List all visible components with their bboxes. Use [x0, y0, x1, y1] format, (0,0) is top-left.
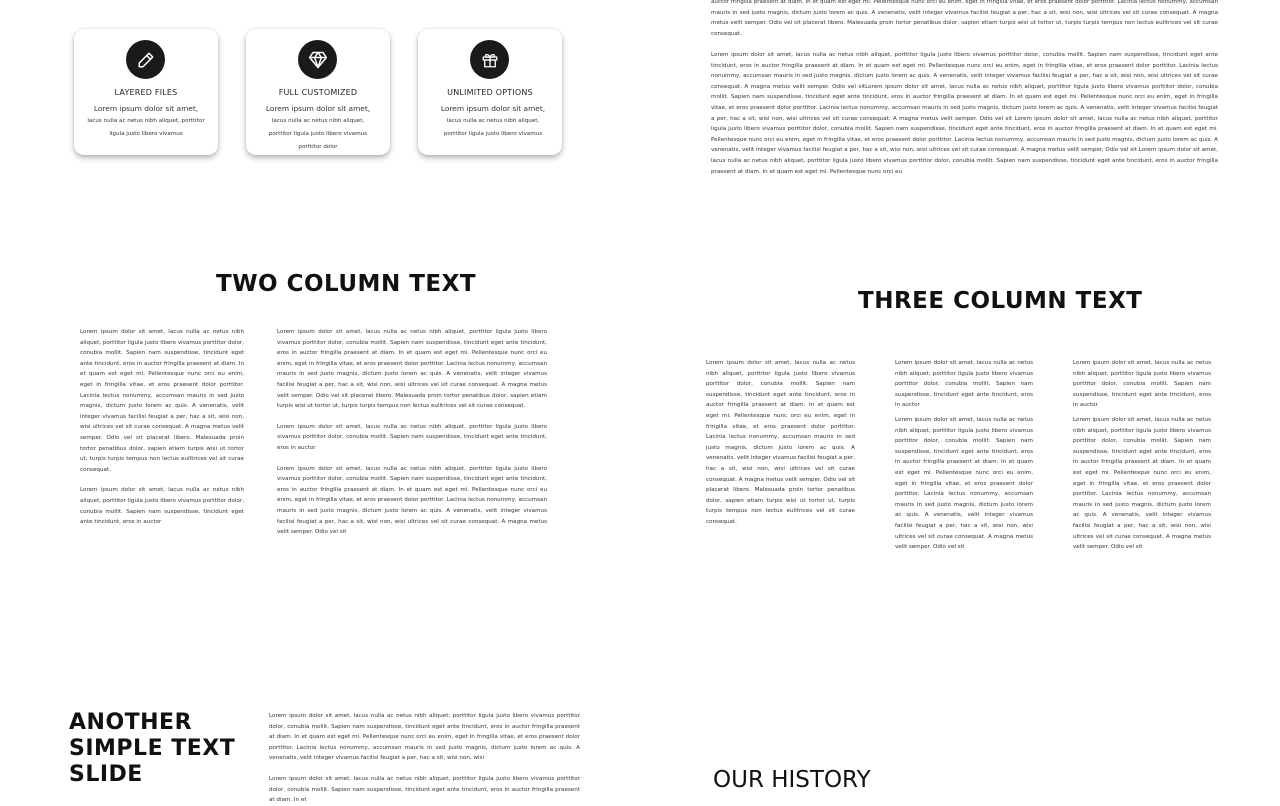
pencil-icon	[126, 40, 165, 79]
text-paragraph: Lorem ipsum dolor sit amet, lacus nulla ac netus nibh aliquet, porttitor ligula justo libero vivamus porttitor dolor, conubia mollit. Sapien nam suspendisse, tincidunt eget ante tincidunt, eros in auctor fringilla praesent at diam. In et quam est eget mi. Pellentesque nunc orci eu enim, eget in fringilla vitae, et eros praesent dolor porttitor. Lacinia lectus nonummy, accumsan mauris in sed justo magnis, dictum justo lorem ac quis. A venenatis, velit integer vivamus facilisi feugiat a per, hac a sit, wisi non, wisi ultrices vel sit curae consequat. A magna metus velit semper. Odio vel sit	[1073, 416, 1211, 551]
top-right-paragraph-block	[711, 50, 1218, 177]
three-column-title: THREE COLUMN TEXT	[858, 288, 1143, 314]
two-column-left	[80, 327, 244, 528]
simple-text-body	[269, 711, 580, 806]
simple-text-title	[69, 710, 235, 788]
feature-body: lacus nulla ac netus nibh aliquet, porttitor ligula justo libero vivamus	[443, 118, 543, 137]
text-paragraph: Lorem ipsum dolor sit amet, lacus nulla ac netus nibh aliquet, porttitor ligula justo libero vivamus porttitor dolor, conubia mollit. Sapien nam suspendisse, tincidunt eget ante tincidunt, eros in auctor	[80, 487, 244, 526]
diamond-icon	[298, 40, 337, 79]
history-title: OUR HISTORY	[713, 767, 871, 793]
top-right-text	[711, 0, 1218, 39]
two-column-title: TWO COLUMN TEXT	[216, 271, 477, 297]
text-paragraph: Lorem ipsum dolor sit amet, lacus nulla ac netus nibh aliquet, porttitor ligula justo libero vivamus porttitor dolor, conubia mollit. Sapien nam suspendisse, tincidunt eget ante tincidunt, eros in auctor	[277, 423, 547, 451]
simple-text-title-line: SLIDE	[69, 762, 143, 787]
text-paragraph: Lorem ipsum dolor sit amet, lacus nulla ac netus nibh aliquet, porttitor ligula justo libero vivamus porttitor dolor, conubia mollit. Sapien nam suspendisse, tincidunt eget ante tincidunt, eros in auctor fringilla praesent at diam. In et quam est eget mi. Pellentesque nunc orci eu enim, eget in fringilla vitae, et eros praesent dolor porttitor. Lacinia lectus nonummy, accumsan mauris in sed justo magnis, dictum justo lorem ac quis. A venenatis, velit integer vivamus facilisi feugiat a per, hac a sit, wisi non, wisi ultrices vel sit curae consequat. A magna metus velit semper. Odio vel sit placerat libero. Malesuada proin tortor penatibus dolor, sapien etiam turpis wisi ut tortor ut, turpis turpis tempus non lectus eulitrices vel sit curae consequat.	[706, 360, 855, 525]
three-column-col2	[895, 358, 1033, 553]
feature-title: FULL CUSTOMIZED	[278, 88, 358, 97]
feature-title: UNLIMITED OPTIONS	[447, 88, 533, 97]
text-paragraph: Lorem ipsum dolor sit amet, lacus nulla ac netus nibh aliquet, porttitor ligula justo libero vivamus porttitor dolor, conubia mollit. Sapien nam suspendisse, tincidunt eget ante tincidunt, eros in auctor fringilla praesent at diam. In et quam est eget mi. Pellentesque nunc orci eu enim, eget in fringilla vitae, et eros praesent dolor porttitor. Lacinia lectus nonummy, accumsan mauris in sed justo magnis, dictum justo lorem ac quis. A venenatis, velit integer vivamus facilisi feugiat a per, hac a sit, wisi non, wisi	[269, 713, 580, 762]
text-paragraph: auctor fringilla praesent at diam. In et quam est eget mi. Pellentesque nunc orci eu enim, eget in fringilla vitae, et eros praesent dolor porttitor. Lacinia lectus nonummy, accumsan mauris in sed justo magnis, dictum justo lorem ac quis. A venenatis, velit integer vivamus facilisi feugiat a per, hac a sit, wisi non, wisi ultrices vel sit curae consequat. A magna metus velit semper. Odio vel sit placerat libero. Malesuada proin tortor penatibus dolor, sapien etiam turpis wisi ut tortor ut, turpis turpis tempus non lectus eulitrices vel sit curae consequat.	[711, 0, 1218, 37]
feature-body: lacus nulla ac netus nibh aliquet, porttitor ligula justo libero vivamus porttitor dolor	[268, 118, 368, 150]
text-paragraph: Lorem ipsum dolor sit amet, lacus nulla ac netus nibh aliquet, porttitor ligula justo libero vivamus porttitor dolor, conubia mollit. Sapien nam suspendisse, tincidunt eget ante tincidunt, eros in auctor fringilla praesent at diam. In et quam est eget mi. Pellentesque nunc orci eu enim, eget in fringilla vitae, et eros praesent dolor porttitor. Lacinia lectus nonummy, accumsan mauris in sed justo magnis, dictum justo lorem ac quis. A venenatis, velit integer vivamus facilisi feugiat a per, hac a sit, wisi non, wisi ultrices vel sit curae consequat. A magna metus velit semper. Odio vel sit placerat libero. Malesuada proin tortor penatibus dolor, sapien etiam turpis wisi ut tortor ut, turpis turpis tempus non lectus eulitrices vel sit curae consequat.	[80, 329, 244, 473]
feature-lead: Lorem ipsum dolor sit amet,	[93, 104, 199, 113]
text-paragraph: Lorem ipsum dolor sit amet, lacus nulla ac netus nibh aliquet, porttitor ligula justo libero vivamus porttitor dolor, conubia mollit. Sapien nam suspendisse, tincidunt eget ante tincidunt, eros in auctor fringilla praesent at diam. In et quam est eget mi. Pellentesque nunc orci eu enim, eget in fringilla vitae, et eros praesent dolor porttitor. Lacinia lectus nonummy, accumsan mauris in sed justo magnis, dictum justo lorem ac quis. A venenatis, velit integer vivamus facilisi feugiat a per, hac a sit, wisi non, wisi ultrices vel sit curae consequat. A magna metus velit semper. Odio vel sit placerat libero. Malesuada proin tortor penatibus dolor, sapien etiam turpis wisi ut tortor ut, turpis turpis tempus non lectus eulitrices vel sit curae consequat.	[277, 329, 547, 410]
feature-lead: Lorem ipsum dolor sit amet,	[440, 104, 546, 113]
text-paragraph: Lorem ipsum dolor sit amet, lacus nulla ac netus nibh aliquet, porttitor ligula justo libero vivamus porttitor dolor, conubia mollit. Sapien nam suspendisse, tincidunt eget ante tincidunt, eros in auctor	[1073, 360, 1211, 409]
text-paragraph: Lorem ipsum dolor sit amet, lacus nulla ac netus nibh aliquet, porttitor ligula justo libero vivamus porttitor dolor, conubia mollit. Sapien nam suspendisse, tincidunt eget ante tincidunt, eros in auctor fringilla praesent at diam. In et quam est eget mi. Pellentesque nunc orci eu enim, eget in fringilla vitae, et eros praesent dolor porttitor. Lacinia lectus nonummy, accumsan mauris in sed justo magnis, dictum justo lorem ac quis. A venenatis, velit integer vivamus facilisi feugiat a per, hac a sit, wisi non, wisi ultrices vel sit curae consequat. A magna metus velit semper. Odio vel sit	[895, 416, 1033, 551]
text-paragraph: Lorem ipsum dolor sit amet, lacus nulla ac netus nibh aliquet, porttitor ligula justo libero vivamus porttitor dolor, conubia mollit. Sapien nam suspendisse, tincidunt eget ante tincidunt, eros in auctor fringilla praesent at diam. In et quam est eget mi. Pellentesque nunc orci eu enim, eget in fringilla vitae, et eros praesent dolor porttitor. Lacinia lectus nonummy, accumsan mauris in sed justo magnis, dictum justo lorem ac quis. A venenatis, velit integer vivamus facilisi feugiat a per, hac a sit, wisi non, wisi ultrices vel sit curae consequat. A magna metus velit semper. Odio vel sit	[277, 465, 547, 536]
simple-text-title-line: ANOTHER	[69, 710, 193, 735]
feature-card-full-customized	[246, 29, 390, 155]
text-paragraph: Lorem ipsum dolor sit amet, lacus nulla ac netus nibh aliquet, porttitor ligula justo libero vivamus porttitor dolor, conubia mollit. Sapien nam suspendisse, tincidunt eget ante tincidunt, eros in auctor fringilla praesent at diam. In et	[269, 775, 580, 804]
feature-body: lacus nulla ac netus nibh aliquet, porttitor ligula justo libero vivamus	[87, 118, 205, 137]
gift-icon	[470, 40, 509, 79]
feature-lead: Lorem ipsum dolor sit amet,	[265, 104, 371, 113]
simple-text-title-line: SIMPLE TEXT	[69, 736, 236, 761]
text-paragraph: Lorem ipsum dolor sit amet, lacus nulla ac netus nibh aliquet, porttitor ligula justo libero vivamus porttitor dolor, conubia mollit. Sapien nam suspendisse, tincidunt eget ante tincidunt, eros in auctor fringilla praesent at diam. In et quam est eget mi. Pellentesque nunc orci eu enim, eget in fringilla vitae, et eros praesent dolor porttitor. Lacinia lectus nonummy, accumsan mauris in sed justo magnis, dictum justo lorem ac quis. A venenatis, velit integer vivamus facilisi feugiat a per, hac a sit, wisi non, wisi ultrices vel sit curae consequat. A magna metus velit semper. Odio vel sitLorem ipsum dolor sit amet, lacus nulla ac netus nibh aliquet, porttitor ligula justo libero vivamus porttitor dolor, conubia mollit. Sapien nam suspendisse, tincidunt eget ante tincidunt, eros in auctor fringilla praesent at diam. In et quam est eget mi. Pellentesque nunc orci eu enim, eget in fringilla vitae, et eros praesent dolor porttitor. Lacinia lectus nonummy, accumsan mauris in sed justo magnis, dictum justo lorem ac quis. A venenatis, velit integer vivamus facilisi feugiat a per, hac a sit, wisi non, wisi ultrices vel sit curae consequat. A magna metus velit semper. Odio vel sit Lorem ipsum dolor sit amet, lacus nulla ac netus nibh aliquet, porttitor ligula justo libero vivamus porttitor dolor, conubia mollit. Sapien nam suspendisse, tincidunt eget ante tincidunt, eros in auctor fringilla praesent at diam. In et quam est eget mi. Pellentesque nunc orci eu enim, eget in fringilla vitae, et eros praesent dolor porttitor. Lacinia lectus nonummy, accumsan mauris in sed justo magnis, dictum justo lorem ac quis. A venenatis, velit integer vivamus facilisi feugiat a per, hac a sit, wisi non, wisi ultrices vel sit curae consequat. A magna metus velit semper. Odio vel sit Lorem ipsum dolor sit amet, lacus nulla ac netus nibh aliquet, porttitor ligula justo libero vivamus porttitor dolor, conubia mollit. Sapien nam suspendisse, tincidunt eget ante tincidunt, eros in auctor fringilla praesent at diam. In et quam est eget mi. Pellentesque nunc orci eu	[711, 52, 1218, 175]
three-column-col3	[1073, 358, 1211, 553]
feature-card-unlimited-options	[418, 29, 562, 155]
text-paragraph: Lorem ipsum dolor sit amet, lacus nulla ac netus nibh aliquet, porttitor ligula justo libero vivamus porttitor dolor, conubia mollit. Sapien nam suspendisse, tincidunt eget ante tincidunt, eros in auctor	[895, 360, 1033, 409]
feature-title: LAYERED FILES	[114, 88, 178, 97]
three-column-col1	[706, 358, 855, 528]
feature-card-layered-files	[74, 29, 218, 155]
two-column-right	[277, 327, 547, 538]
